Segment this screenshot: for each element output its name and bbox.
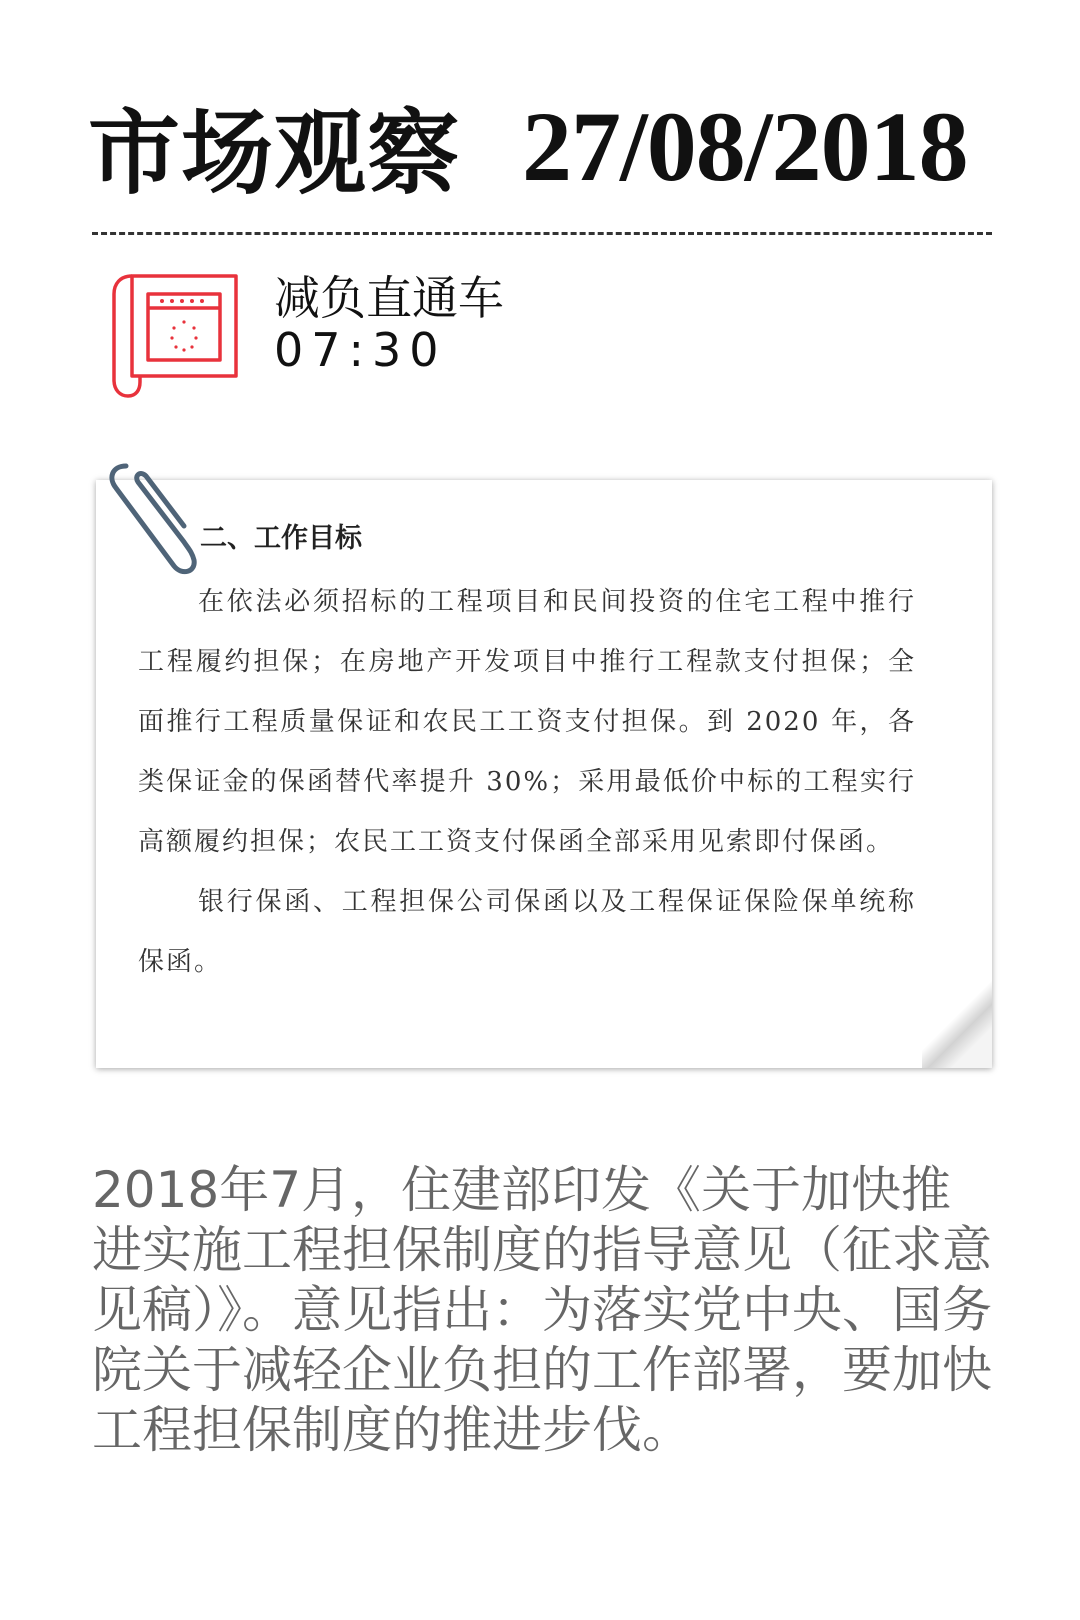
calendar-icon	[110, 272, 246, 400]
section-name: 减负直通车	[274, 271, 504, 325]
note-paragraph: 在依法必须招标的工程项目和民间投资的住宅工程中推行工程履约担保；在房地产开发项目中推行工程款支付担保；全面推行工程质量保证和农民工工资支付担保。到 2020 年，各类保证金的保函替代率提升 30%；采用最低价中标的工程实行高额履约担保；农民工工资支付保函全部采用见索即付保函。	[138, 587, 916, 857]
page-date: 27/08/2018	[522, 90, 968, 202]
note-body	[138, 572, 916, 1038]
page-header	[88, 86, 1008, 206]
section-time: 07:30	[274, 323, 447, 377]
paperclip-icon	[104, 460, 204, 580]
note-paragraph: 银行保函、工程担保公司保函以及工程保证保险保单统称保函。	[138, 887, 916, 977]
page-title: 市场观察	[88, 99, 461, 207]
note-heading: 二、工作目标	[200, 523, 362, 554]
document-note	[96, 480, 992, 1068]
summary-text: 2018年7月，住建部印发《关于加快推进实施工程担保制度的指导意见（征求意见稿）》。意见指出：为落实党中央、国务院关于减轻企业负担的工作部署，要加快工程担保制度的推进步伐。	[92, 1161, 992, 1459]
section-info	[274, 272, 504, 376]
header-divider	[92, 232, 992, 235]
page-curl	[922, 978, 992, 1068]
